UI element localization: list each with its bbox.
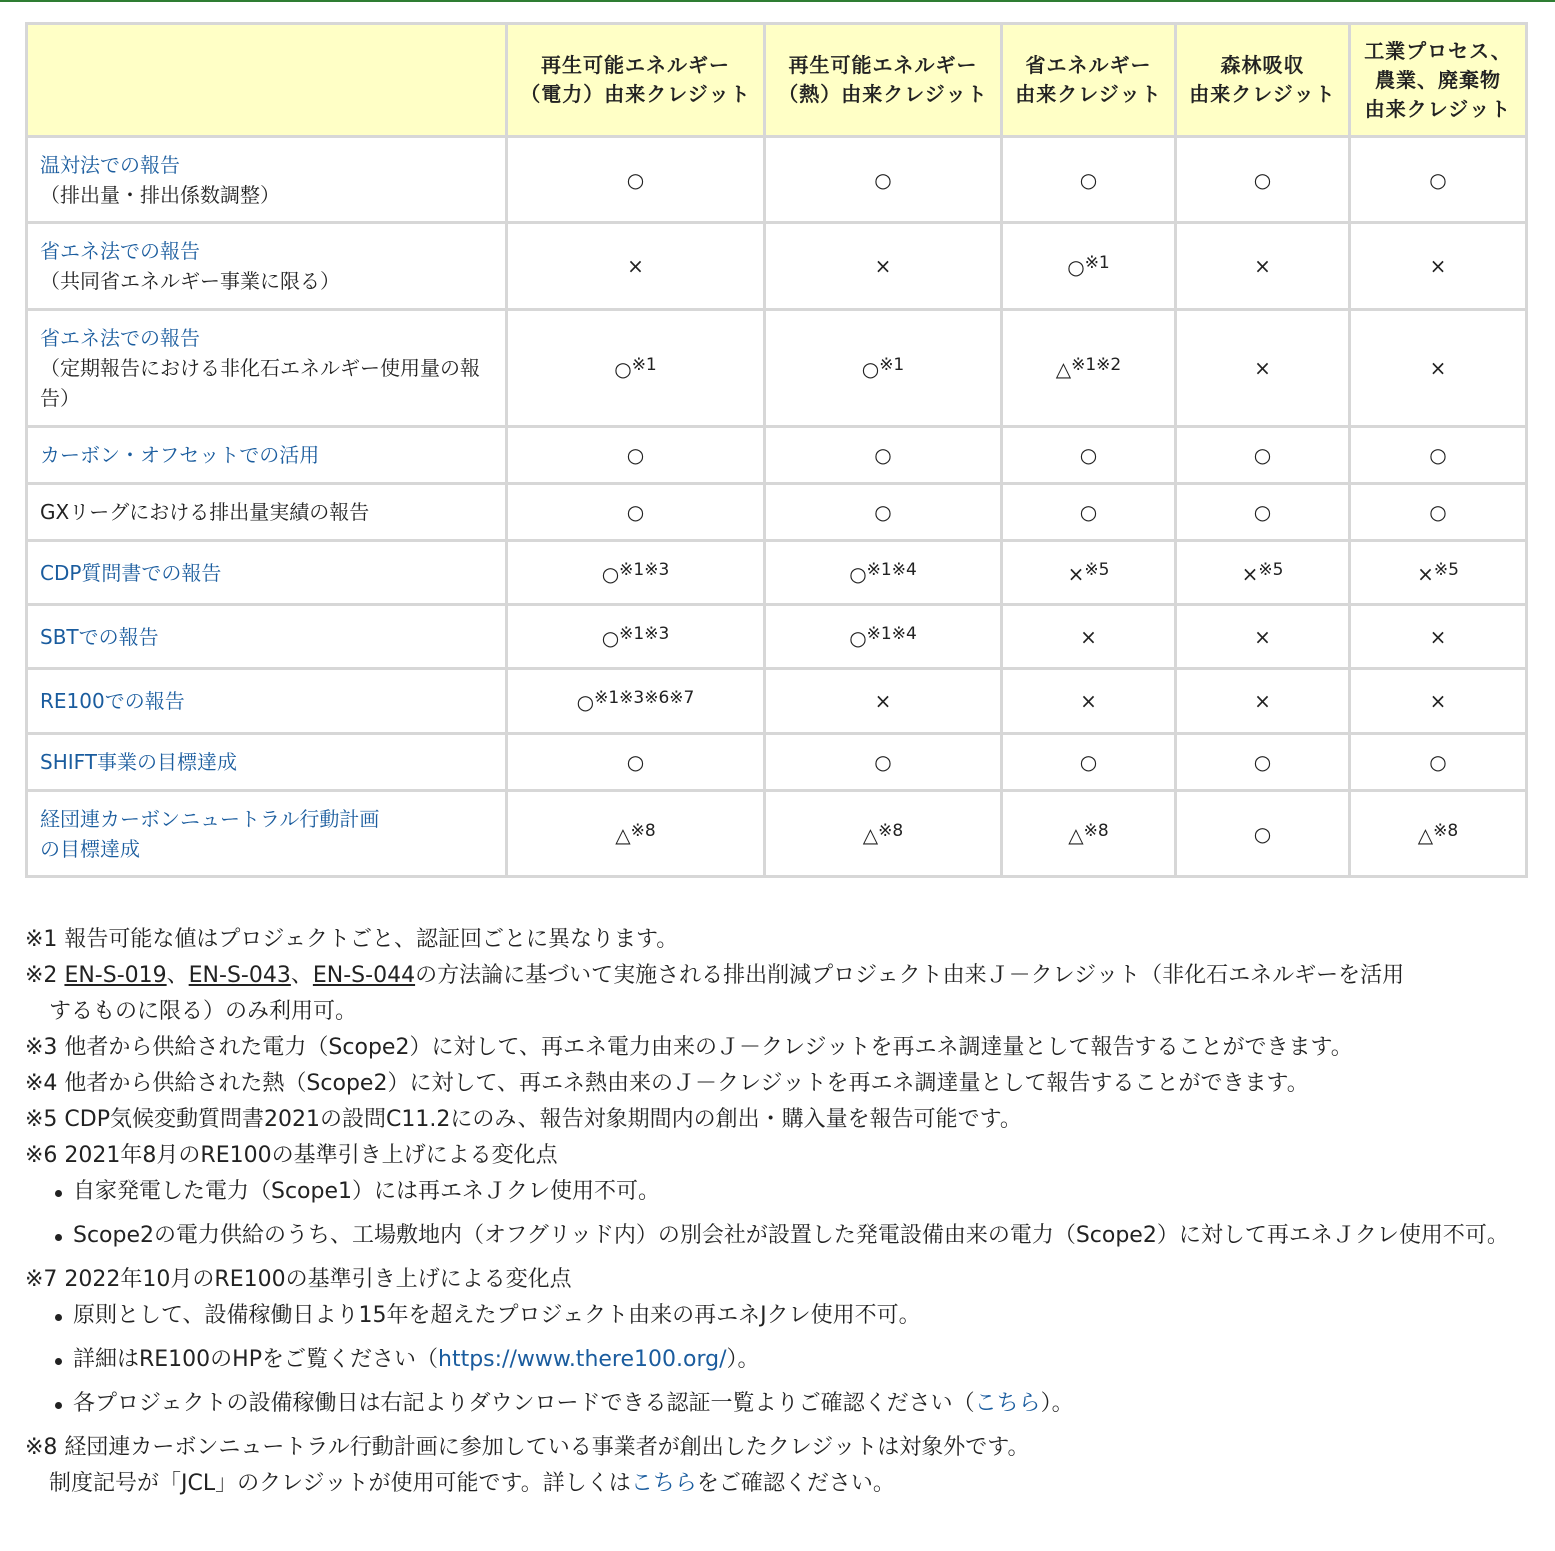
usage-mark: ○: [601, 625, 620, 650]
table-header-row: [27, 24, 1527, 137]
note-1: ※1 報告可能な値はプロジェクトごと、認証回ごとに異なります。: [25, 927, 679, 952]
usage-mark: △: [1055, 357, 1072, 381]
usage-cell: [1176, 484, 1350, 541]
usage-mark: ○: [1253, 443, 1272, 467]
usage-mark: ○: [601, 561, 620, 586]
usage-cell: [765, 541, 1002, 605]
footnote-reference: ※1: [1084, 253, 1110, 273]
usage-cell: [1176, 791, 1350, 877]
table-row: [27, 734, 1527, 791]
usage-mark: ×: [1429, 624, 1447, 649]
table-row: [27, 484, 1527, 541]
methodology-link-en-s-044[interactable]: EN-S-044: [312, 963, 416, 988]
row-label-cell: [27, 427, 507, 484]
row-sublabel: （定期報告における非化石エネルギー使用量の報告）: [40, 356, 480, 410]
methodology-link-en-s-019[interactable]: EN-S-019: [64, 963, 167, 988]
row-label[interactable]: カーボン・オフセットでの活用: [40, 443, 320, 467]
usage-cell: [765, 137, 1002, 223]
footnote-reference: ※5: [1433, 559, 1459, 580]
row-label: GXリーグにおける排出量実績の報告: [40, 500, 370, 524]
row-label[interactable]: 温対法での報告: [40, 152, 180, 177]
usage-mark: ○: [1429, 500, 1447, 524]
row-sublabel[interactable]: の目標達成: [40, 836, 140, 861]
usage-cell: [1350, 310, 1527, 427]
usage-mark: ×: [627, 254, 644, 278]
methodology-link-en-s-043[interactable]: EN-S-043: [188, 963, 291, 988]
usage-mark: △: [1417, 822, 1434, 847]
usage-mark: ×: [1254, 624, 1271, 649]
credit-usage-table: [25, 22, 1528, 878]
usage-mark: ○: [1079, 750, 1098, 774]
note-7-bullet-3: 各プロジェクトの設備稼働日は右記よりダウンロードできる認証一覧よりご確認ください（こちら）。: [73, 1386, 1530, 1422]
usage-mark: ○: [1253, 167, 1272, 192]
table-body: [27, 137, 1527, 877]
usage-cell: [1002, 791, 1176, 877]
usage-mark: ×: [1080, 689, 1097, 713]
note-6-bullet-1: 自家発電した電力（Scope1）には再エネＪクレ使用不可。: [73, 1174, 1530, 1210]
usage-cell: [507, 541, 765, 605]
row-label[interactable]: RE100での報告: [40, 689, 185, 713]
usage-mark: ○: [849, 561, 867, 586]
usage-cell: [507, 310, 765, 427]
usage-mark: ○: [1079, 167, 1098, 192]
footnotes: [25, 922, 1530, 1502]
usage-mark: ○: [1079, 443, 1098, 467]
footnote-reference: ※8: [630, 820, 656, 841]
footnote-reference: ※1※2: [1071, 355, 1122, 375]
usage-cell: [1002, 734, 1176, 791]
row-sublabel: （排出量・排出係数調整）: [40, 182, 280, 207]
usage-mark: ○: [1429, 443, 1447, 467]
usage-mark: ×: [1080, 624, 1097, 649]
usage-cell: [1002, 541, 1176, 605]
row-label-cell: [27, 137, 507, 223]
usage-cell: [1176, 427, 1350, 484]
usage-cell: [1350, 734, 1527, 791]
usage-cell: [1350, 605, 1527, 669]
usage-cell: [765, 791, 1002, 877]
column-header-3: 省エネルギー 由来クレジット: [1002, 24, 1176, 137]
usage-mark: ○: [874, 750, 892, 774]
row-label[interactable]: CDP質問書での報告: [40, 560, 222, 585]
usage-cell: [1350, 223, 1527, 310]
note-2-continued: するものに限る）のみ利用可。: [49, 999, 358, 1024]
usage-mark: ×: [1067, 561, 1085, 586]
table-row: [27, 605, 1527, 669]
usage-cell: [1002, 427, 1176, 484]
footnote-reference: ※8: [1083, 820, 1109, 841]
table-row: [27, 223, 1527, 310]
table-row: [27, 137, 1527, 223]
table-row: [27, 427, 1527, 484]
usage-mark: ○: [626, 167, 645, 192]
usage-cell: [1350, 137, 1527, 223]
usage-cell: [1002, 669, 1176, 734]
column-header-4: 森林吸収 由来クレジット: [1176, 24, 1350, 137]
certification-list-link[interactable]: こちら: [974, 1391, 1041, 1416]
usage-mark: ○: [576, 690, 595, 714]
column-header-2: 再生可能エネルギー （熱）由来クレジット: [765, 24, 1002, 137]
jcl-details-link[interactable]: こちら: [630, 1471, 697, 1496]
usage-cell: [1002, 137, 1176, 223]
row-label-cell: [27, 223, 507, 310]
usage-cell: [507, 427, 765, 484]
footnote-reference: ※1※3※6※7: [594, 688, 695, 708]
usage-cell: [1350, 541, 1527, 605]
usage-mark: ×: [1417, 561, 1434, 586]
usage-cell: [1002, 605, 1176, 669]
re100-website-link[interactable]: https://www.there100.org/: [438, 1347, 727, 1372]
usage-cell: [1002, 223, 1176, 310]
footnote-reference: ※1※3: [619, 559, 670, 580]
usage-mark: ○: [849, 625, 867, 650]
usage-cell: [1176, 223, 1350, 310]
usage-mark: ×: [874, 254, 892, 278]
usage-cell: [1176, 310, 1350, 427]
usage-cell: [507, 669, 765, 734]
footnote-reference: ※1※4: [866, 623, 917, 644]
usage-mark: ×: [874, 689, 892, 713]
usage-cell: [507, 791, 765, 877]
usage-mark: ×: [1429, 356, 1447, 380]
footnote-reference: ※1※4: [866, 559, 917, 580]
usage-cell: [507, 484, 765, 541]
usage-cell: [765, 734, 1002, 791]
note-6-bullet-2: Scope2の電力供給のうち、工場敷地内（オフグリッド内）の別会社が設置した発電設備由来の電力（Scope2）に対して再エネＪクレ使用不可。: [73, 1218, 1530, 1254]
footnote-reference: ※1※3: [619, 623, 670, 644]
row-label[interactable]: SHIFT事業の目標達成: [40, 750, 238, 774]
usage-mark: ○: [874, 500, 892, 524]
usage-cell: [507, 605, 765, 669]
usage-cell: [1176, 605, 1350, 669]
usage-mark: ×: [1254, 254, 1271, 278]
row-label-cell: [27, 484, 507, 541]
usage-mark: ×: [1241, 561, 1259, 586]
row-label[interactable]: 省エネ法での報告: [40, 239, 200, 263]
footnote-reference: ※1: [879, 355, 905, 375]
footnote-reference: ※5: [1084, 559, 1110, 580]
usage-mark: △: [1068, 822, 1084, 847]
usage-cell: [1176, 137, 1350, 223]
row-label-cell: [27, 791, 507, 877]
usage-mark: ○: [1429, 750, 1447, 774]
note-7-bullet-2: 詳細はRE100のHPをご覧ください（https://www.there100.org/）。: [73, 1342, 1530, 1378]
footnote-reference: ※5: [1258, 559, 1284, 580]
usage-mark: ○: [626, 443, 645, 467]
usage-cell: [765, 484, 1002, 541]
usage-cell: [1350, 427, 1527, 484]
usage-mark: ○: [1067, 255, 1085, 279]
usage-mark: ○: [1253, 750, 1272, 774]
usage-mark: ○: [874, 167, 892, 192]
note-4: ※4 他者から供給された熱（Scope2）に対して、再エネ熱由来のＪ－クレジットを再エネ調達量として報告することができます。: [25, 1071, 1309, 1096]
row-label-cell: [27, 310, 507, 427]
row-label[interactable]: 経団連カーボンニュートラル行動計画: [40, 806, 380, 831]
row-label-cell: [27, 734, 507, 791]
usage-mark: ○: [614, 357, 632, 381]
row-label-cell: [27, 669, 507, 734]
table-row: [27, 541, 1527, 605]
row-label-cell: [27, 541, 507, 605]
column-header-1: 再生可能エネルギー （電力）由来クレジット: [507, 24, 765, 137]
usage-mark: ○: [1429, 167, 1447, 192]
usage-cell: [765, 223, 1002, 310]
usage-cell: [1176, 541, 1350, 605]
usage-cell: [1350, 669, 1527, 734]
top-accent-bar: [0, 0, 1555, 2]
usage-cell: [1350, 791, 1527, 877]
usage-cell: [507, 734, 765, 791]
usage-cell: [765, 427, 1002, 484]
table-corner-cell: [27, 24, 507, 137]
usage-cell: [507, 223, 765, 310]
note-7-list: [25, 1298, 1530, 1422]
footnote-reference: ※8: [1433, 820, 1459, 841]
usage-cell: [765, 669, 1002, 734]
table-row: [27, 669, 1527, 734]
usage-mark: ×: [1254, 356, 1271, 380]
note-7-bullet-1: 原則として、設備稼働日より15年を超えたプロジェクト由来の再エネJクレ使用不可。: [73, 1298, 1530, 1334]
column-header-5: 工業プロセス、 農業、廃棄物 由来クレジット: [1350, 24, 1527, 137]
usage-mark: ×: [1429, 689, 1447, 713]
footnote-reference: ※8: [878, 820, 904, 841]
note-2: ※2 EN-S-019、EN-S-043、EN-S-044の方法論に基づいて実施される排出削減プロジェクト由来Ｊ－クレジット（非化石エネルギーを活用: [25, 963, 1405, 988]
row-label[interactable]: 省エネ法での報告: [40, 326, 200, 350]
usage-cell: [765, 605, 1002, 669]
usage-mark: ○: [626, 500, 645, 524]
note-3: ※3 他者から供給された電力（Scope2）に対して、再エネ電力由来のＪ－クレジットを再エネ調達量として報告することができます。: [25, 1035, 1353, 1060]
note-7: ※7 2022年10月のRE100の基準引き上げによる変化点: [25, 1267, 572, 1292]
note-6-list: [25, 1174, 1530, 1254]
row-label[interactable]: SBTでの報告: [40, 624, 159, 649]
usage-cell: [1350, 484, 1527, 541]
usage-mark: ○: [861, 357, 880, 381]
usage-mark: ○: [626, 750, 645, 774]
table-row: [27, 791, 1527, 877]
usage-cell: [1002, 484, 1176, 541]
usage-mark: ○: [1253, 821, 1272, 846]
row-sublabel: （共同省エネルギー事業に限る）: [40, 269, 340, 293]
usage-mark: ○: [1079, 500, 1098, 524]
usage-cell: [507, 137, 765, 223]
usage-cell: [1176, 734, 1350, 791]
usage-cell: [765, 310, 1002, 427]
usage-mark: △: [862, 822, 879, 847]
usage-mark: ○: [874, 443, 892, 467]
usage-mark: ×: [1254, 689, 1271, 713]
footnote-reference: ※1: [631, 355, 657, 375]
usage-mark: ○: [1253, 500, 1272, 524]
usage-mark: ×: [1429, 254, 1447, 278]
note-5: ※5 CDP気候変動質問書2021の設問C11.2にのみ、報告対象期間内の創出・購入量を報告可能です。: [25, 1107, 1022, 1132]
row-label-cell: [27, 605, 507, 669]
note-8: ※8 経団連カーボンニュートラル行動計画に参加している事業者が創出したクレジットは対象外です。: [25, 1435, 1030, 1460]
usage-cell: [1002, 310, 1176, 427]
usage-cell: [1176, 669, 1350, 734]
usage-mark: △: [615, 822, 631, 847]
table-row: [27, 310, 1527, 427]
note-8-continued: 制度記号が「JCL」のクレジットが使用可能です。詳しくはこちらをご確認ください。: [49, 1471, 895, 1496]
note-6: ※6 2021年8月のRE100の基準引き上げによる変化点: [25, 1143, 558, 1168]
